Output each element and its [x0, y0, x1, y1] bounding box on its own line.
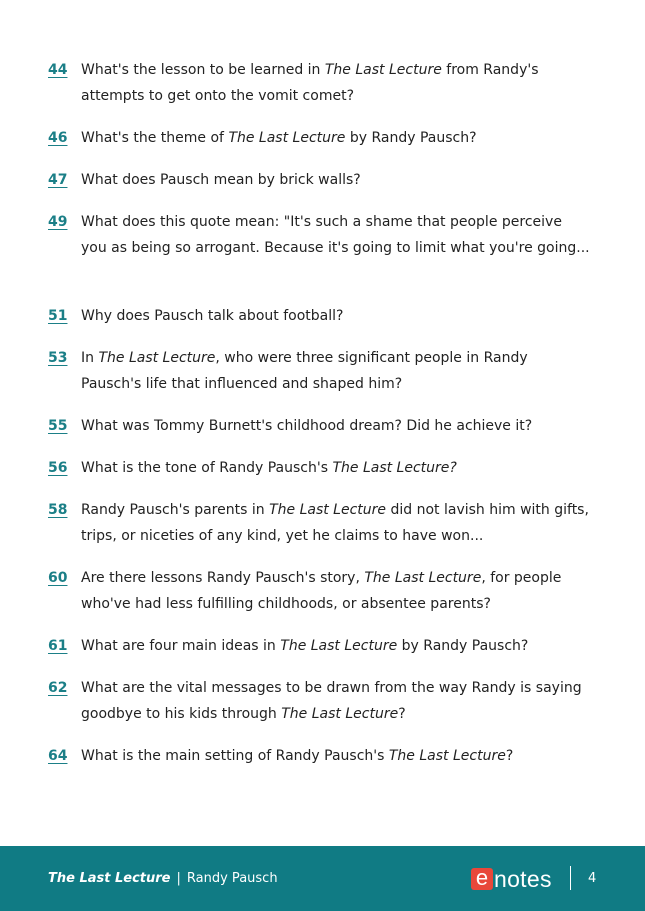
page-footer	[0, 846, 645, 911]
question-text-segment: What are the vital messages to be drawn from the way Randy is saying goodbye to his kids through	[81, 680, 582, 722]
page-number: 4	[588, 871, 597, 886]
question-number-link[interactable]: 55	[48, 418, 68, 434]
question-text[interactable]	[81, 633, 591, 659]
question-text-italic: The Last Lecture	[324, 62, 442, 78]
question-text-segment: , who were three significant people in Randy Pausch's life that influenced and shaped him?	[81, 350, 528, 392]
question-number-link[interactable]: 64	[48, 748, 68, 764]
question-text[interactable]	[81, 167, 591, 193]
question-number-link[interactable]: 44	[48, 62, 68, 78]
footer-author: Randy Pausch	[186, 871, 278, 886]
question-number-link[interactable]: 60	[48, 570, 68, 586]
question-text-italic: The Last Lecture?	[332, 460, 457, 476]
question-text-segment: Are there lessons Randy Pausch's story,	[81, 570, 365, 586]
question-text-segment: What is the main setting of Randy Pausch's	[81, 748, 389, 764]
question-text-italic: The Last Lecture	[269, 502, 387, 518]
question-number-link[interactable]: 51	[48, 308, 68, 324]
question-text-italic: The Last Lecture	[228, 130, 346, 146]
question-text-segment: What does Pausch mean by brick walls?	[81, 172, 361, 188]
footer-separator: |	[176, 871, 181, 886]
footer-book-title: The Last Lecture	[48, 871, 171, 886]
question-text[interactable]	[81, 125, 591, 151]
question-number-link[interactable]: 53	[48, 350, 68, 366]
question-text-italic: The Last Lecture	[281, 706, 399, 722]
question-text-segment: What are four main ideas in	[81, 638, 281, 654]
question-text[interactable]	[81, 413, 591, 439]
question-number-link[interactable]: 49	[48, 214, 68, 230]
question-number-link[interactable]: 47	[48, 172, 68, 188]
question-number-link[interactable]: 61	[48, 638, 68, 654]
question-text[interactable]	[81, 303, 591, 329]
question-text-segment: In	[81, 350, 99, 366]
question-text-segment: ?	[398, 706, 406, 722]
question-text[interactable]	[81, 57, 591, 109]
question-text-italic: The Last Lecture	[388, 748, 506, 764]
question-text-segment: What does this quote mean: "It's such a shame that people perceive you as being so arrogant. Because it's going to limit what you're going...	[81, 214, 590, 256]
question-text-segment: from Randy's attempts to get onto the vomit comet?	[81, 62, 539, 104]
question-text-segment: Why does Pausch talk about football?	[81, 308, 344, 324]
question-number-link[interactable]: 62	[48, 680, 68, 696]
enotes-logo-word: notes	[494, 865, 552, 892]
question-number-link[interactable]: 46	[48, 130, 68, 146]
footer-title	[48, 870, 278, 888]
question-text[interactable]	[81, 497, 591, 549]
question-text[interactable]	[81, 675, 591, 727]
question-text-segment: What was Tommy Burnett's childhood dream? Did he achieve it?	[81, 418, 533, 434]
question-number-link[interactable]: 58	[48, 502, 68, 518]
enotes-logo-icon: e	[471, 868, 493, 890]
question-text-segment: , for people who've had less fulfilling childhoods, or absentee parents?	[81, 570, 562, 612]
footer-divider	[570, 866, 571, 890]
question-text[interactable]	[81, 565, 591, 617]
question-number-link[interactable]: 56	[48, 460, 68, 476]
question-text-segment: What's the theme of	[81, 130, 229, 146]
question-text-segment: ?	[505, 748, 514, 764]
question-text-italic: The Last Lecture	[280, 638, 398, 654]
question-text[interactable]	[81, 209, 591, 261]
question-text-segment: did not lavish him with gifts, trips, or niceties of any kind, yet he claims to have won...	[81, 502, 589, 544]
question-text-segment: What's the lesson to be learned in	[81, 62, 325, 78]
question-text-segment: by Randy Pausch?	[345, 130, 477, 146]
question-text[interactable]	[81, 455, 591, 481]
question-text-segment: Randy Pausch's parents in	[81, 502, 270, 518]
question-text-segment: by Randy Pausch?	[397, 638, 529, 654]
question-text[interactable]	[81, 345, 591, 397]
question-text-italic: The Last Lecture	[364, 570, 482, 586]
question-text[interactable]	[81, 743, 591, 769]
question-text-segment: What is the tone of Randy Pausch's	[81, 460, 333, 476]
question-text-italic: The Last Lecture	[98, 350, 216, 366]
enotes-logo[interactable]	[471, 865, 552, 893]
